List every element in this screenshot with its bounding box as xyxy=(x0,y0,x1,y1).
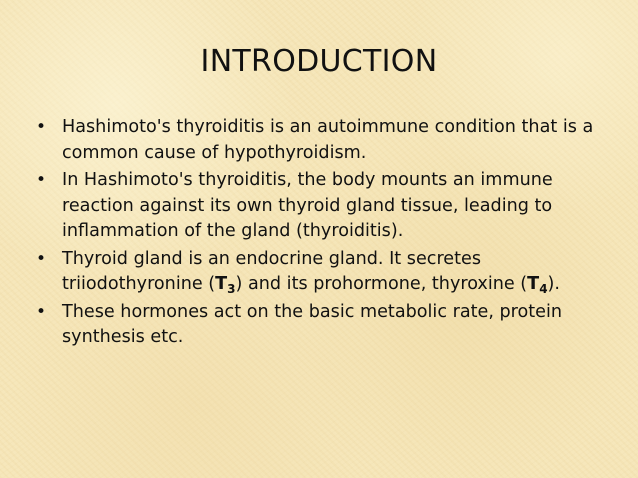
bullet-item-2 xyxy=(36,168,602,245)
t3-subscript: 3 xyxy=(227,282,236,296)
t4-symbol xyxy=(527,274,547,294)
bullet-text-2: In Hashimoto's thyroiditis, the body mounts an immune reaction against its own thyroid gland tissue, leading to inflammation of the gland (thyroiditis). xyxy=(62,170,553,241)
bullet-text-4: These hormones act on the basic metabolic rate, protein synthesis etc. xyxy=(62,301,563,347)
slide-title: INTRODUCTION xyxy=(200,44,438,79)
bullet-text-1: Hashimoto's thyroiditis is an autoimmune condition that is a common cause of hypothyroidism. xyxy=(62,117,594,163)
bullet-list xyxy=(36,115,602,353)
bullet-item-1 xyxy=(36,115,602,166)
bullet-dot-icon: • xyxy=(36,248,47,269)
bullet-dot-icon: • xyxy=(36,301,47,322)
bullet-text-3-part3: ). xyxy=(547,274,561,294)
t3-symbol xyxy=(215,274,235,294)
bullet-item-4 xyxy=(36,300,602,351)
t4-subscript: 4 xyxy=(539,282,548,296)
bullet-text-3-part1: Thyroid gland is an endocrine gland. It secretes triiodothyronine ( xyxy=(62,248,482,294)
bullet-item-3 xyxy=(36,247,602,298)
t3-letter: T xyxy=(215,274,228,294)
bullet-dot-icon: • xyxy=(36,117,47,137)
t4-letter: T xyxy=(527,274,540,294)
bullet-text-3-part2: ) and its prohormone, thyroxine ( xyxy=(235,274,528,294)
bullet-dot-icon: • xyxy=(36,170,47,190)
